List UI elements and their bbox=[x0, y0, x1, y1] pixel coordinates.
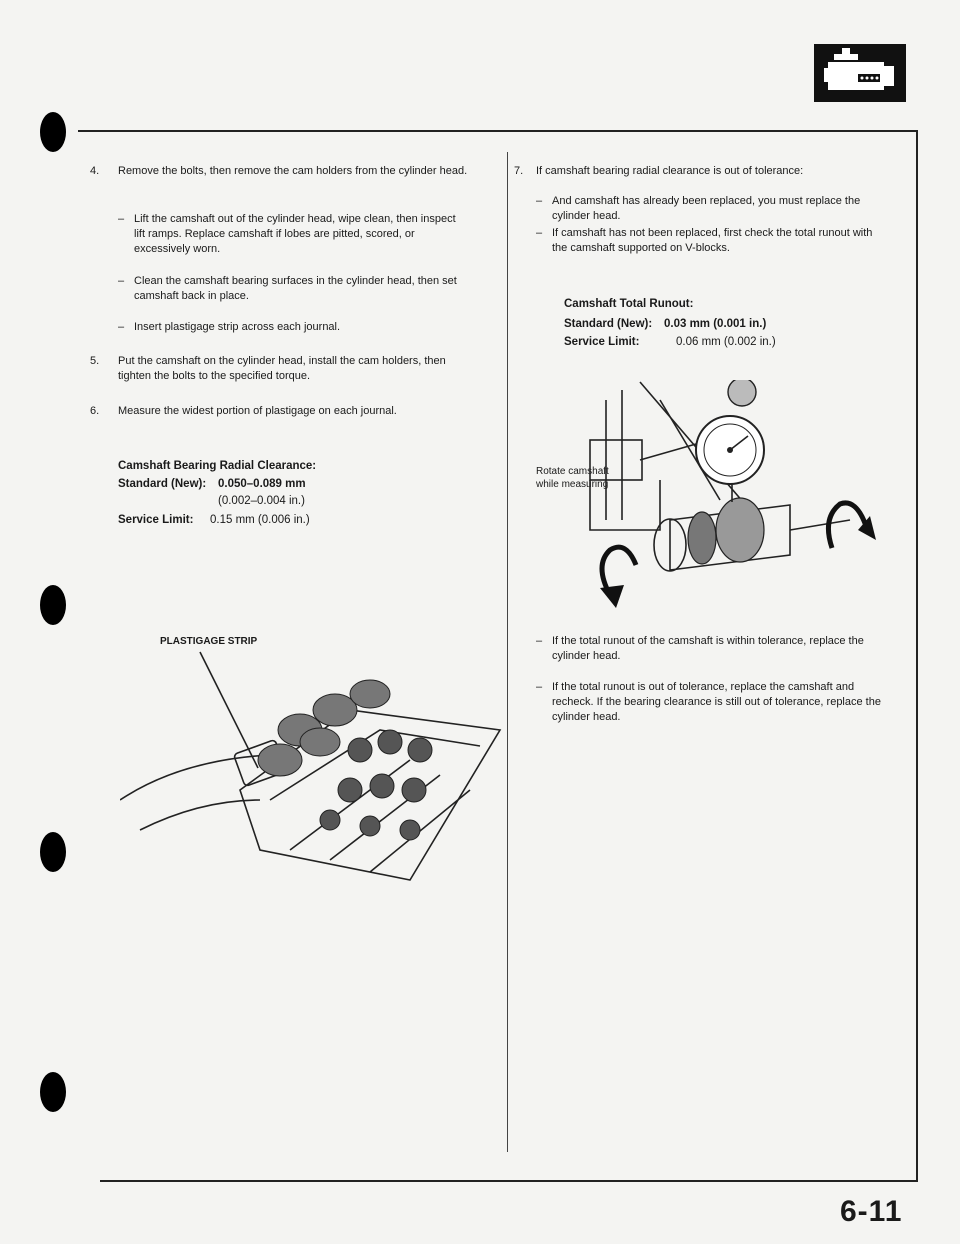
binder-hole-bottom bbox=[40, 1072, 66, 1112]
binder-hole-upper-middle bbox=[40, 585, 66, 625]
spec-limit-label: Service Limit: bbox=[564, 336, 640, 348]
binder-hole-lower-middle bbox=[40, 832, 66, 872]
spec-standard-value: 0.050–0.089 mm bbox=[218, 478, 306, 490]
figure-label-measuring: while measuring bbox=[536, 479, 609, 490]
right-rule bbox=[916, 130, 918, 1180]
step-number: 6. bbox=[90, 405, 100, 417]
step-number: 4. bbox=[90, 165, 100, 177]
step-text: Put the camshaft on the cylinder head, install the cam holders, then tighten the bolts to the specified torque. bbox=[118, 355, 446, 382]
spec-standard-label: Standard (New): bbox=[118, 478, 207, 490]
top-rule bbox=[78, 130, 918, 132]
bullet-text: And camshaft has already been replaced, you must replace the cylinder head. bbox=[552, 195, 861, 222]
bullet-text: If camshaft has not been replaced, first check the total runout with the camshaft supported on V-blocks. bbox=[552, 227, 873, 254]
step-number: 5. bbox=[90, 355, 100, 367]
step-text: Measure the widest portion of plastigage on each journal. bbox=[118, 405, 397, 417]
spec-limit-value: 0.06 mm (0.002 in.) bbox=[676, 336, 776, 348]
bullet-text: Insert plastigage strip across each journal. bbox=[134, 321, 341, 333]
spec-title: Camshaft Total Runout: bbox=[564, 298, 694, 310]
bullet-text: Lift the camshaft out of the cylinder head, wipe clean, then inspect lift ramps. Replace camshaft if lobes are pitted, scored, or excessively worn. bbox=[134, 213, 456, 255]
figure-label-rotate: Rotate camshaft bbox=[536, 466, 609, 477]
step-text: Remove the bolts, then remove the cam holders from the cylinder head. bbox=[118, 165, 468, 177]
cylinder-head-illustration bbox=[120, 650, 510, 890]
spec-standard-label: Standard (New): bbox=[564, 318, 653, 330]
step-text: If camshaft bearing radial clearance is out of tolerance: bbox=[536, 165, 804, 177]
bullet-text: If the total runout is out of tolerance, replace the camshaft and recheck. If the bearing clearance is still out of tolerance, replace the cylinder head. bbox=[552, 681, 881, 723]
figure-label-plastigage: PLASTIGAGE STRIP bbox=[160, 636, 258, 647]
spec-limit-value: 0.15 mm (0.006 in.) bbox=[210, 514, 310, 526]
bottom-rule bbox=[100, 1180, 918, 1182]
binder-hole-top bbox=[40, 112, 66, 152]
bullet-text: Clean the camshaft bearing surfaces in the cylinder head, then set camshaft back in place. bbox=[134, 275, 457, 302]
page-number: 6-11 bbox=[840, 1195, 903, 1228]
bullet-text: If the total runout of the camshaft is within tolerance, replace the cylinder head. bbox=[552, 635, 864, 662]
spec-standard-value: 0.03 mm (0.001 in.) bbox=[664, 318, 767, 330]
spec-limit-label: Service Limit: bbox=[118, 514, 194, 526]
step-number: 7. bbox=[514, 165, 524, 177]
spec-standard-value-in: (0.002–0.004 in.) bbox=[218, 495, 305, 507]
spec-title: Camshaft Bearing Radial Clearance: bbox=[118, 460, 317, 472]
dial-indicator-illustration bbox=[560, 380, 900, 610]
engine-block-icon bbox=[814, 44, 906, 102]
